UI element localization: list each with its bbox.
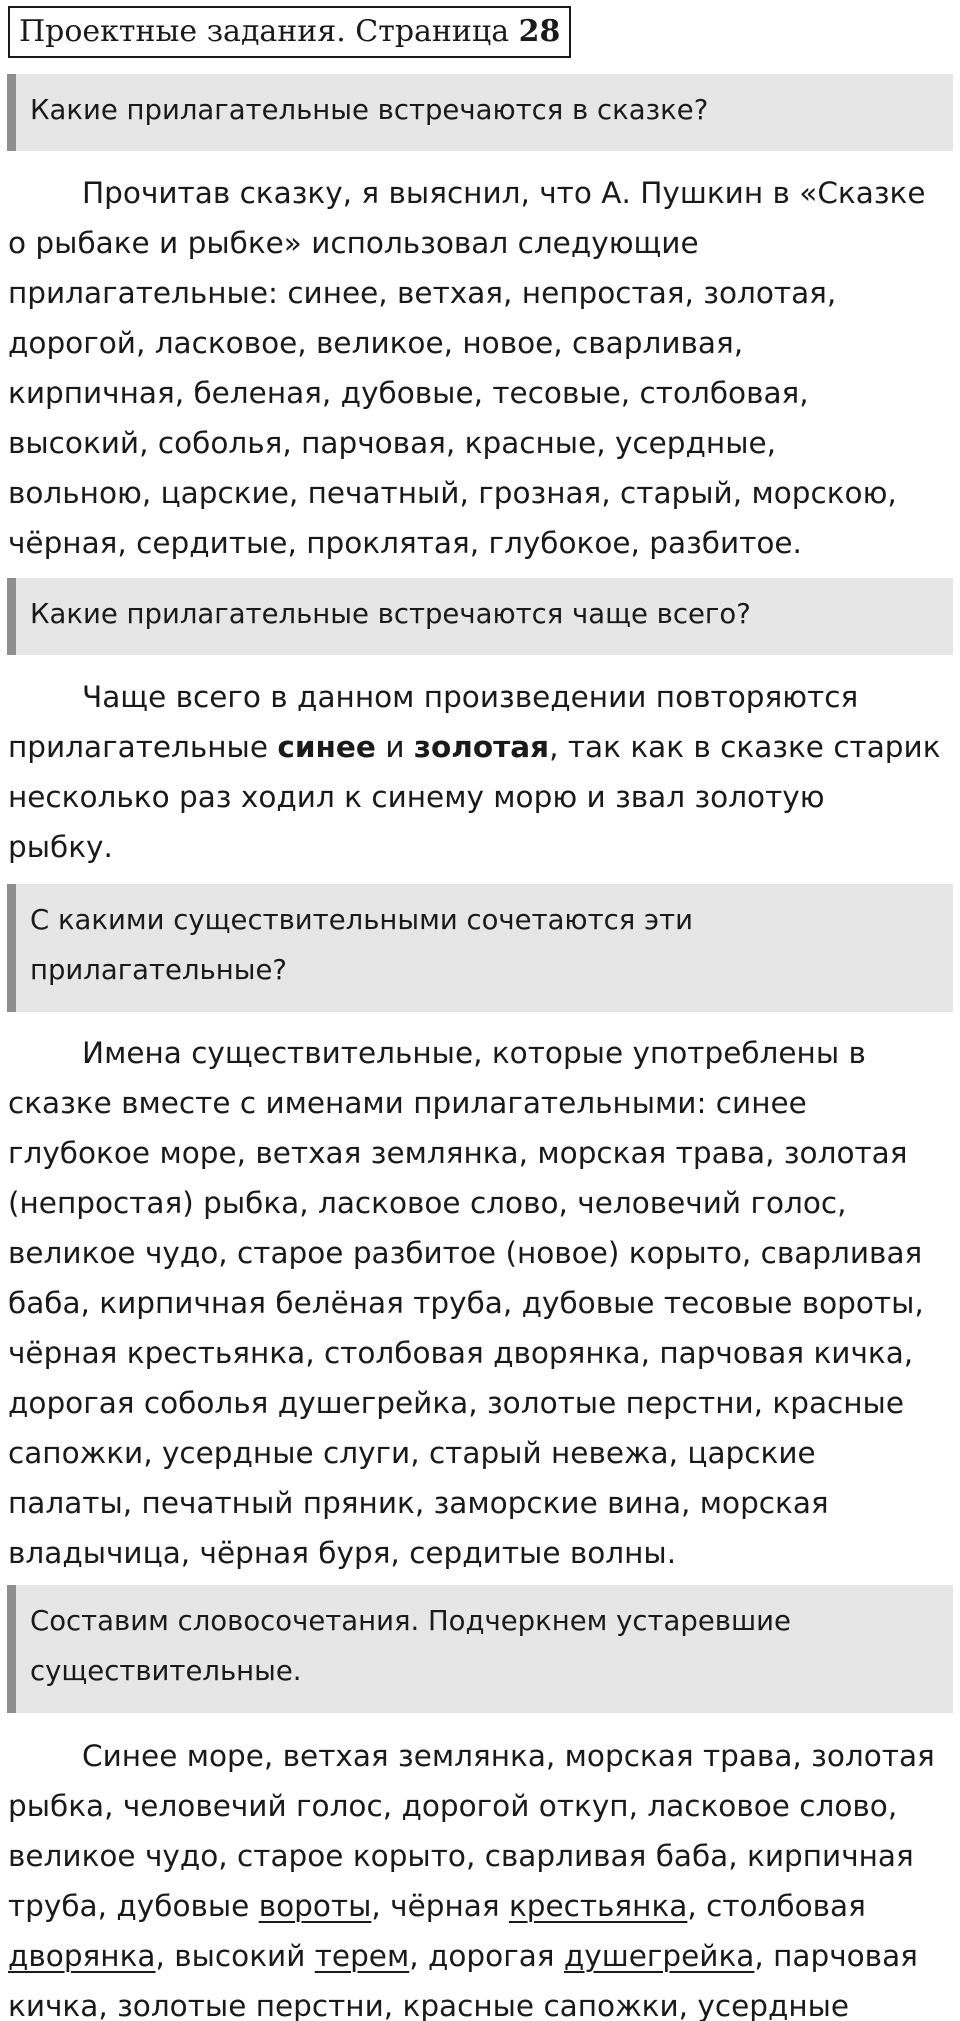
question-text-1: Какие прилагательные встречаются в сказке? — [30, 94, 709, 126]
answer-3-line-3: глубокое море, ветхая землянка, морская трава, золотая — [8, 1136, 908, 1170]
answer-3-line-2: сказке вместе с именами прилагательными: синее — [8, 1086, 807, 1120]
answer-4-line-5: дворянка, высокий терем, дорогая душегрейка, парчовая — [8, 1939, 918, 1973]
answer-3-line-5: великое чудо, старое разбитое (новое) корыто, сварливая — [8, 1236, 923, 1270]
answer-1-line-4: дорогой, ласковое, великое, новое, сварливая, — [8, 326, 744, 360]
answer-3-line-9: сапожки, усердные слуги, старый невежа, царские — [8, 1436, 816, 1470]
answer-4-line-4: труба, дубовые вороты, чёрная крестьянка, столбовая — [8, 1889, 866, 1923]
answer-2-line-3: несколько раз ходил к синему морю и звал золотую — [8, 780, 825, 814]
answer-block-1 — [8, 168, 954, 568]
question-text-3-line-1: С какими существительными сочетаются эти — [30, 904, 693, 936]
answer-1-line-6: высокий, соболья, парчовая, красные, усердные, — [8, 426, 777, 460]
underlined-word-krestyanka: крестьянка — [508, 1889, 688, 1923]
answer-1-line-3: прилагательные: синее, ветхая, непростая, золотая, — [8, 276, 837, 310]
answer-1-line-2: о рыбаке и рыбке» использовал следующие — [8, 226, 699, 260]
answer-1-line-8: чёрная, сердитые, проклятая, глубокое, разбитое. — [8, 526, 802, 560]
underlined-word-terem: терем — [314, 1939, 410, 1973]
question-block-3 — [7, 884, 953, 1012]
underlined-word-dushegreyka: душегрейка — [563, 1939, 755, 1973]
answer-3-line-11: владычица, чёрная буря, сердитые волны. — [8, 1536, 677, 1570]
answer-4-line-1: Синее море, ветхая землянка, морская трава, золотая — [82, 1739, 935, 1773]
answer-3-line-7: чёрная крестьянка, столбовая дворянка, парчовая кичка, — [8, 1336, 914, 1370]
answer-block-2 — [8, 672, 954, 872]
answer-3-line-4: (непростая) рыбка, ласковое слово, человечий голос, — [8, 1186, 847, 1220]
answer-3-line-6: баба, кирпичная белёная труба, дубовые тесовые вороты, — [8, 1286, 924, 1320]
answer-1-line-1: Прочитав сказку, я выяснил, что А. Пушкин в «Сказке — [82, 176, 926, 210]
answer-3-line-10: палаты, печатный пряник, заморские вина, морская — [8, 1486, 829, 1520]
answer-1-line-7: вольною, царские, печатный, грозная, старый, морскою, — [8, 476, 897, 510]
answer-2-line-1: Чаще всего в данном произведении повторяются — [82, 680, 859, 714]
answer-2-line-2: прилагательные синее и золотая, так как в сказке старик — [8, 730, 941, 764]
answer-3-line-8: дорогая соболья душегрейка, золотые перстни, красные — [8, 1386, 904, 1420]
question-block-4 — [7, 1585, 953, 1713]
underlined-word-voroty: вороты — [258, 1889, 372, 1923]
page-header-title: Проектные задания. Страница — [19, 14, 510, 49]
page-number: 28 — [518, 14, 561, 49]
question-text-4-line-2: существительные. — [30, 1655, 302, 1687]
answer-4-line-3: великое чудо, старое корыто, сварливая баба, кирпичная — [8, 1839, 914, 1873]
answer-3-line-1: Имена существительные, которые употреблены в — [82, 1036, 866, 1070]
bold-word-zolotaya: золотая — [413, 730, 550, 764]
answer-1-line-5: кирпичная, беленая, дубовые, тесовые, столбовая, — [8, 376, 809, 410]
question-block-2 — [7, 578, 953, 655]
question-text-2: Какие прилагательные встречаются чаще всего? — [30, 598, 751, 630]
question-block-1 — [7, 74, 953, 151]
bold-word-sinee: синее — [277, 730, 376, 764]
answer-4-line-6: кичка, золотые перстни, красные сапожки, усердные — [8, 1989, 850, 2021]
answer-block-3 — [8, 1028, 954, 1578]
answer-2-line-4: рыбку. — [8, 830, 113, 864]
underlined-word-dvoryanka: дворянка — [8, 1939, 156, 1973]
underlined-word-kichka: кичка — [8, 1989, 99, 2021]
answer-block-4 — [8, 1731, 954, 2021]
question-text-3-line-2: прилагательные? — [30, 954, 287, 986]
answer-4-line-2: рыбка, человечий голос, дорогой откуп, ласковое слово, — [8, 1789, 898, 1823]
question-text-4-line-1: Составим словосочетания. Подчеркнем устаревшие — [30, 1605, 791, 1637]
page-header — [8, 6, 571, 58]
